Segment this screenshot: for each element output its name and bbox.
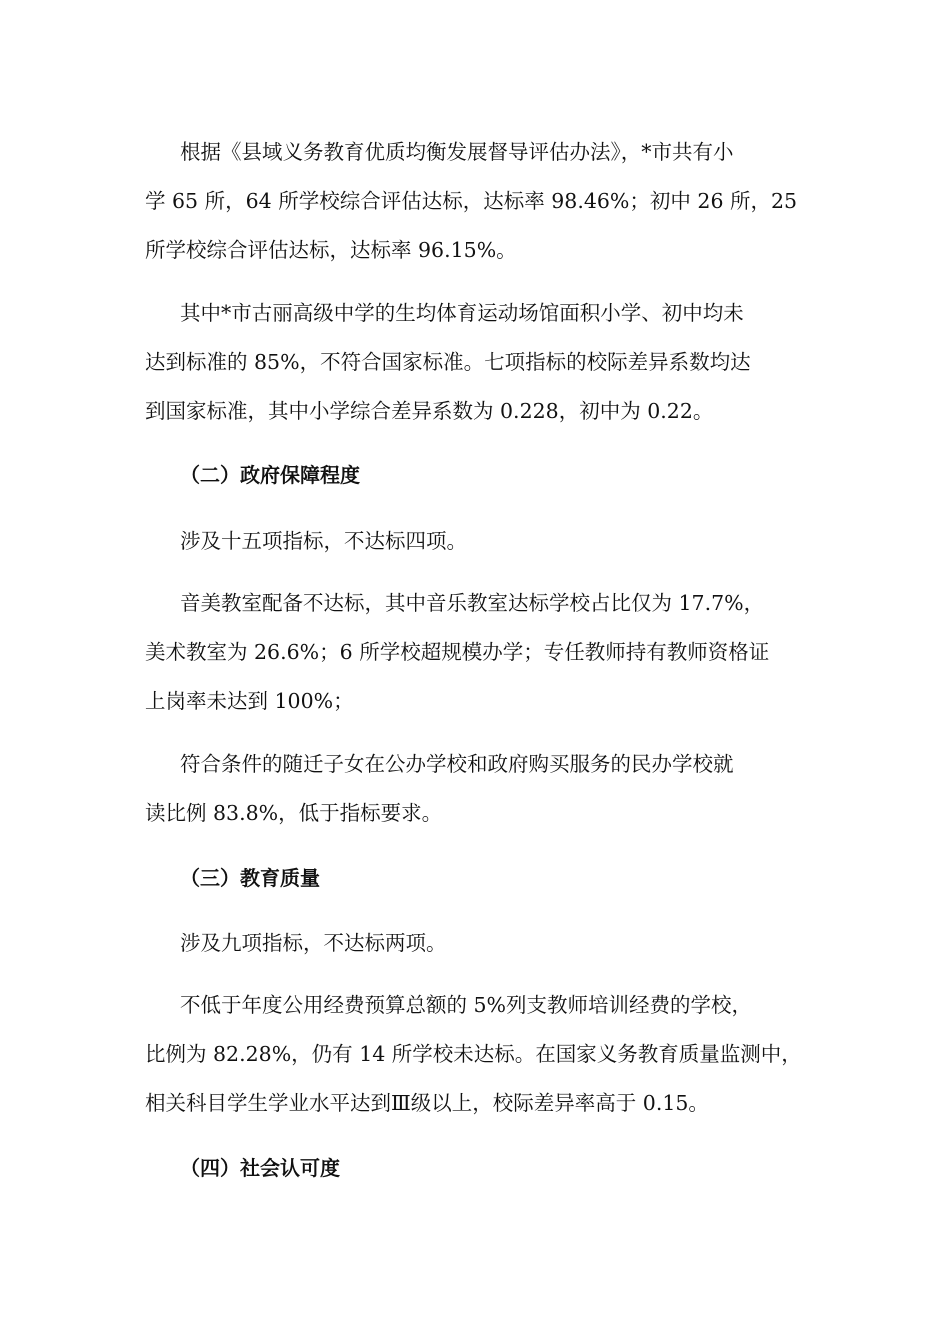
section-heading-2: （二）政府保障程度 — [180, 463, 360, 487]
paragraph-2-line-2: 达到标准的 85%，不符合国家标准。七项指标的校际差异系数均达 — [145, 350, 751, 374]
section-heading-4: （四）社会认可度 — [180, 1156, 340, 1180]
paragraph-6-line-1: 涉及九项指标，不达标两项。 — [180, 931, 447, 955]
paragraph-7-line-1: 不低于年度公用经费预算总额的 5%列支教师培训经费的学校， — [180, 993, 753, 1017]
paragraph-1-line-2: 学 65 所，64 所学校综合评估达标，达标率 98.46%；初中 26 所，25 — [145, 189, 798, 213]
paragraph-5-line-2: 读比例 83.8%，低于指标要求。 — [145, 801, 443, 825]
paragraph-2-line-3: 到国家标准，其中小学综合差异系数为 0.228，初中为 0.22。 — [145, 399, 714, 423]
paragraph-5-line-1: 符合条件的随迁子女在公办学校和政府购买服务的民办学校就 — [180, 752, 734, 776]
paragraph-1-line-3: 所学校综合评估达标，达标率 96.15%。 — [145, 238, 517, 262]
paragraph-7-line-3: 相关科目学生学业水平达到Ⅲ级以上，校际差异率高于 0.15。 — [145, 1091, 709, 1115]
paragraph-2-line-1: 其中*市古丽高级中学的生均体育运动场馆面积小学、初中均未 — [180, 301, 744, 325]
paragraph-4-line-3: 上岗率未达到 100%； — [145, 689, 354, 713]
paragraph-4-line-1: 音美教室配备不达标，其中音乐教室达标学校占比仅为 17.7%， — [180, 591, 765, 615]
paragraph-1-line-1: 根据《县域义务教育优质均衡发展督导评估办法》，*市共有小 — [180, 140, 734, 164]
section-heading-3: （三）教育质量 — [180, 866, 320, 890]
paragraph-3-line-1: 涉及十五项指标，不达标四项。 — [180, 529, 467, 553]
paragraph-7-line-2: 比例为 82.28%，仍有 14 所学校未达标。在国家义务教育质量监测中， — [145, 1042, 802, 1066]
paragraph-4-line-2: 美术教室为 26.6%；6 所学校超规模办学；专任教师持有教师资格证 — [145, 640, 770, 664]
